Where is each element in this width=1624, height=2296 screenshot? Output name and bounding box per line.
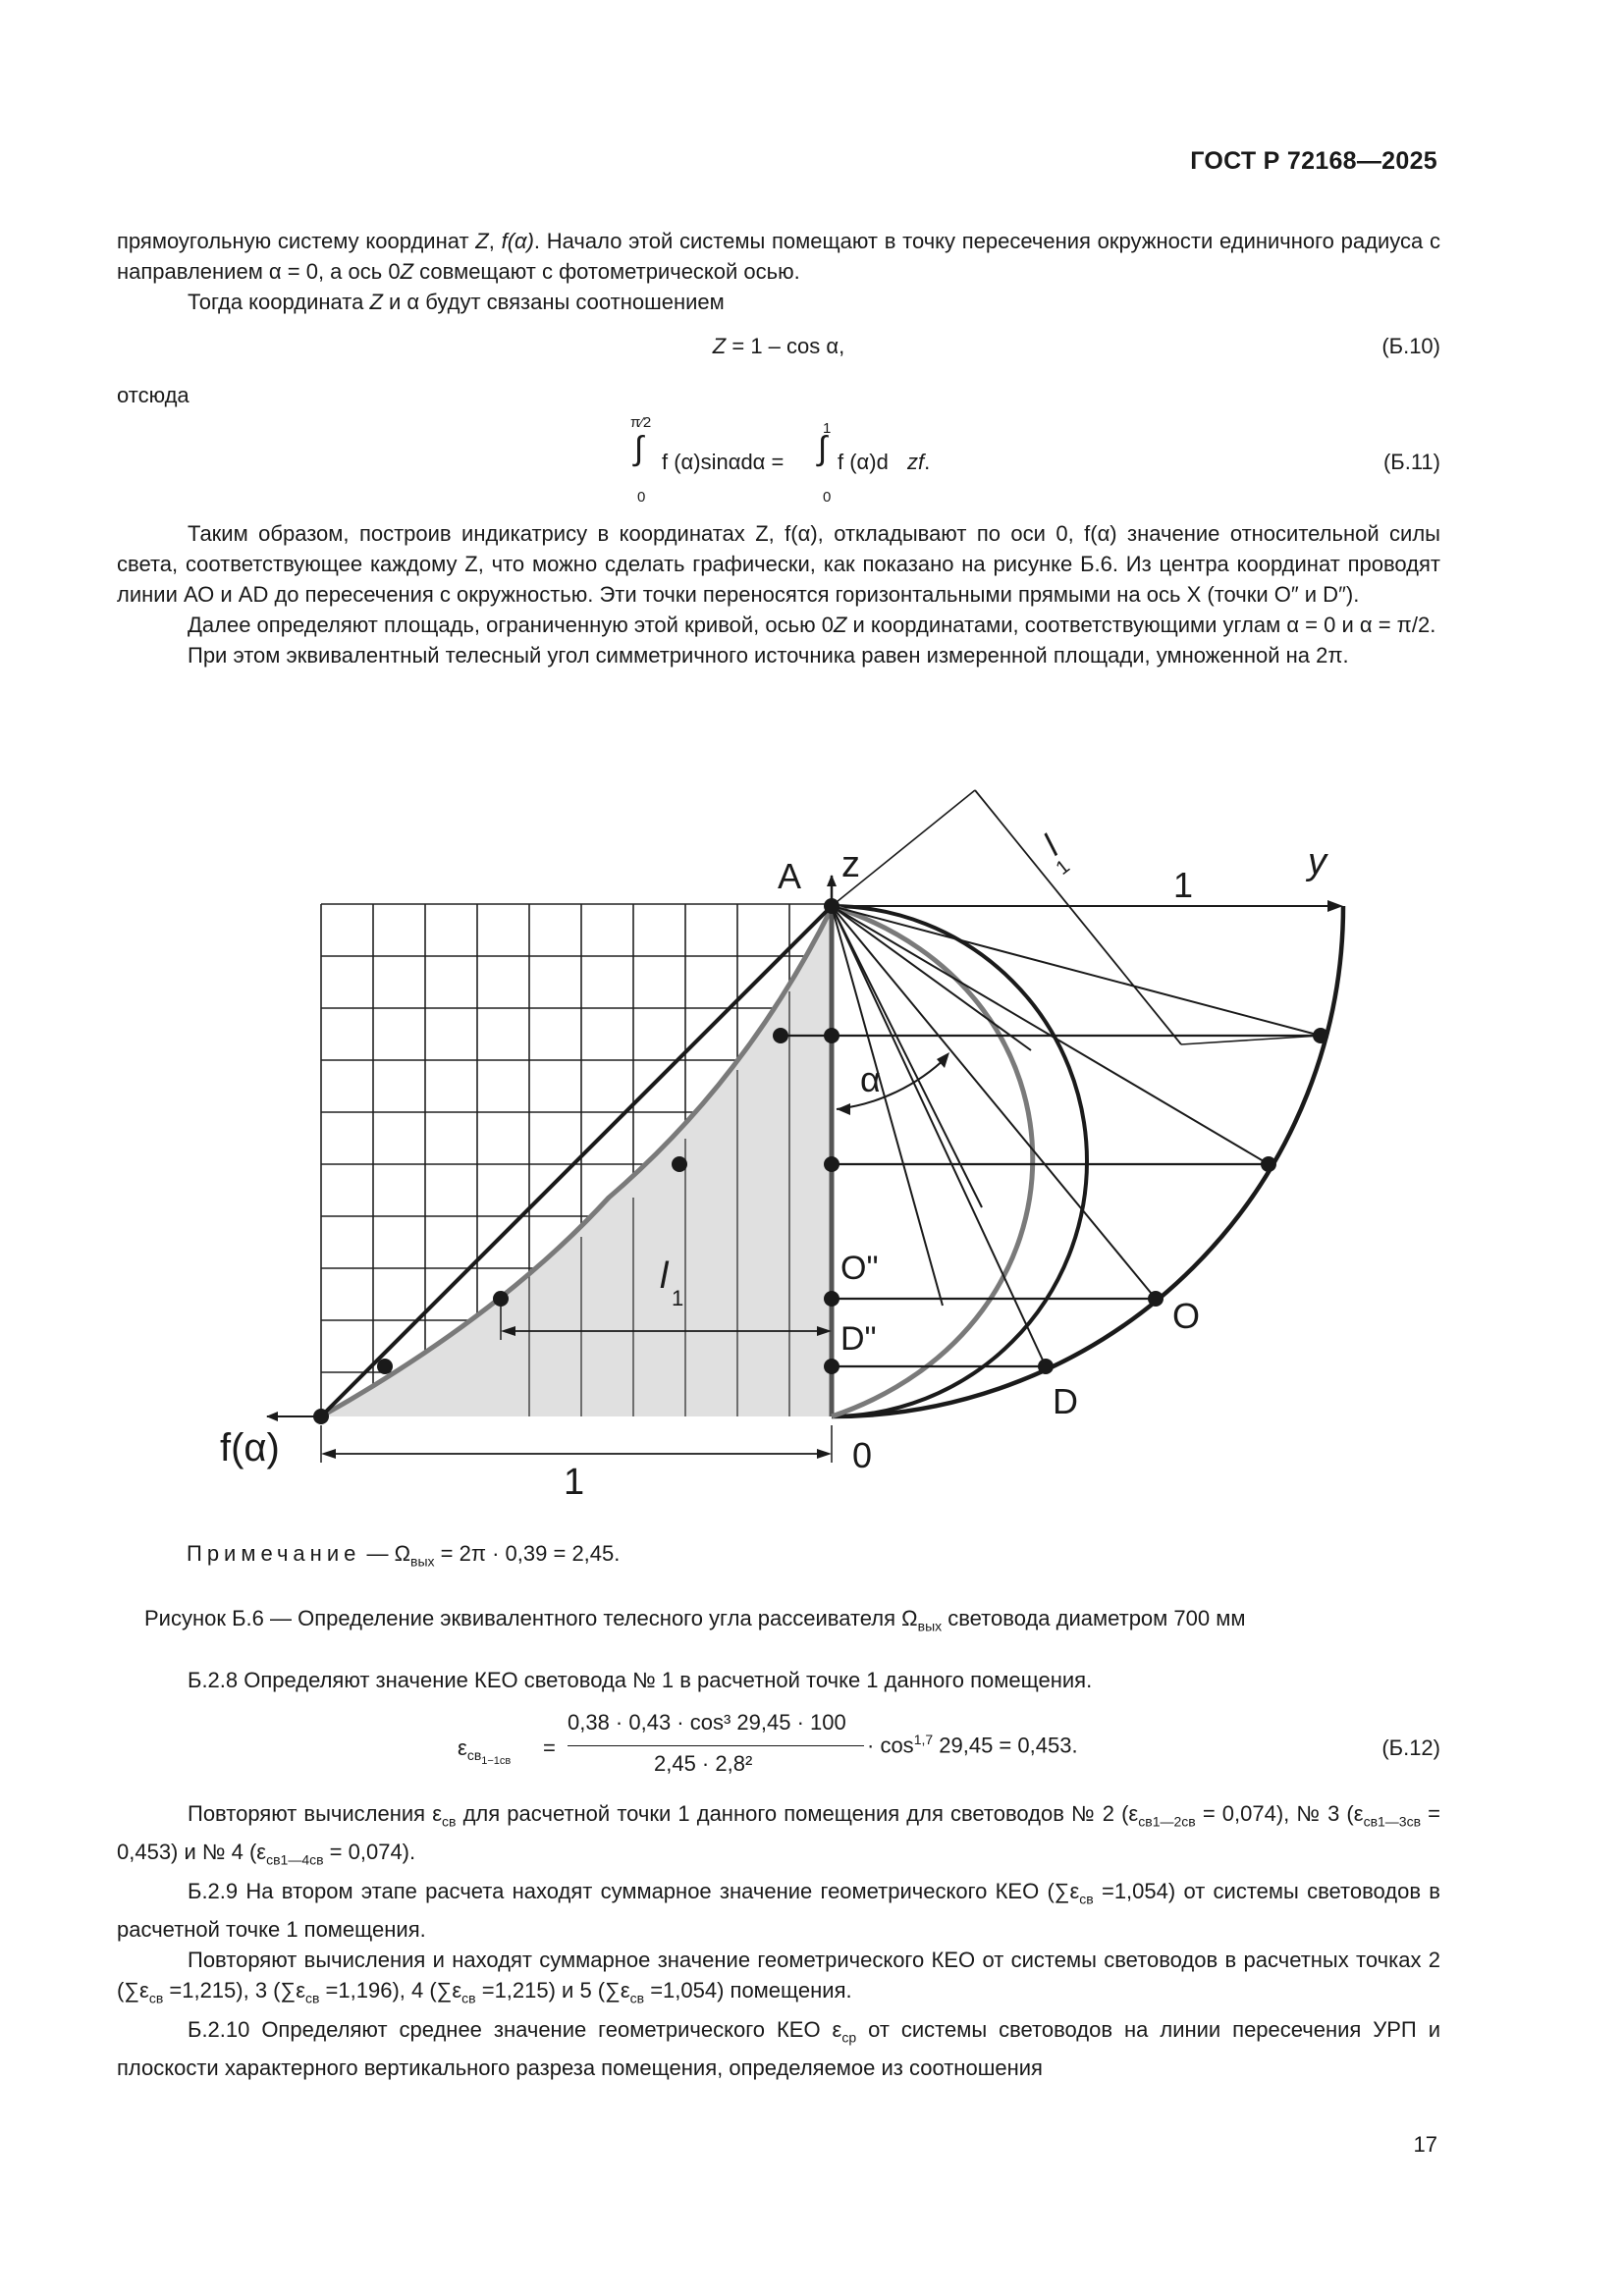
label-A: A [778, 856, 802, 896]
paragraph-results: Повторяют вычисления $\varepsilon_{св}$ для расчетной точки 1 данного помещения для световодов № 2 $(\varepsilon_{св1—2св} = 0,074)$, № 3 $(\varepsilon_{св1—3св} = 0,453)$ и № 4 $(\varepsilon_{св1—4св} = 0,074)$. Б.2.9 На втором этапе расчета находят суммарное значение геометрического КЕО $(\sum\varepsilon_{св} =1,054)$ от системы световодов в расчетной точке 1 помещения. Повторяют вычисления и находят суммарное значение геометрического КЕО от системы световодов в расчетных точках 2 $(\sum\varepsilon_{св} =1,215)$, 3 $(\sum\varepsilon_{св} =1,196)$, 4 $(\sum\varepsilon_{св} =1,215)$ и 5 $(\sum\varepsilon_{св} =1,054)$ помещения. Б.2.10 Определяют среднее значение геометрического КЕО $\varepsilon_{ср}$ от системы световодов на линии пересечения УРП и плоскости характерного вертикального разреза помещения, определяемое из соотношения [117, 1801, 1440, 2080]
alpha-arc [837, 1056, 947, 1109]
document-page: ГОСТ Р 72168—2025 прямоугольную систему координат Z, f(α). Начало этой системы помещают в точку пересечения окружности единичного радиуса с направлением α = 0, а ось 0Z совмещают с фотометрической осью. Тогда координата Z и α будут связаны соотношением Z = 1 – cos α, (Б.10) отсюда π⁄2 ∫ 0 f (α)sinαdα = 1 ∫ 0 f (α)d zf. (Б.11) Таким образом, построив индикатрису в координатах Z, f(α), откладывают по оси 0, f(α) значение относительной силы света, соответствующее каждому Z, что можно сделать графически, как показано на рисунке Б.6. Из центра координат проводят линии АО и AD до пересечения с окружностью. Эти точки переносятся горизонтальными прямыми на ось X (точки O″ и D″). Далее определяют площадь, ограниченную этой кривой, осью 0Z и координатами, соответствующими углам α = 0 и α = π/2. При этом эквивалентный телесный угол симметричного источника равен измеренной площади, умноженной на 2π. A z y 1 l 1 α O" D" l 1 O D f(α) 1 0 Примечание — $\Omega_{вых} = 2\pi \cdot 0,39 = 2,45$. Рисунок Б.6 — Определение эквивалентного телесного угла рассеивателя $\Omega_{вых}$ световода диаметром 700 мм Б.2.8 Определяют значение КЕО световода № 1 в расчетной точке 1 данного помещения. $\varepsilon_{св_{1-1св}}$ = 0,38 · 0,43 · cos³ 29,45 · 100 2,45 · 2,8² · $\cos^{1,7} 29,45 = 0,453$. (Б.12) Повторяют вычисления $\varepsilon_{св}$ для расчетной точки 1 данного помещения для световодов № 2 $(\varepsilon_{св1—2св} = 0,074)$, № 3 $(\varepsilon_{св1—3св} = 0,453)$ и № 4 $(\varepsilon_{св1—4св} = 0,074)$. Б.2.9 На втором этапе расчета находят суммарное значение геометрического КЕО $(\sum\varepsilon_{св} =1,054)$ от системы световодов в расчетной точке 1 помещения. Повторяют вычисления и находят суммарное значение геометрического КЕО от системы световодов в расчетных точках 2 $(\sum\varepsilon_{св} =1,215)$, 3 $(\sum\varepsilon_{св} =1,196)$, 4 $(\sum\varepsilon_{св} =1,215)$ и 5 $(\sum\varepsilon_{св} =1,054)$ помещения. Б.2.10 Определяют среднее значение геометрического КЕО $\varepsilon_{ср}$ от системы световодов на линии пересечения УРП и плоскости характерного вертикального разреза помещения, определяемое из соотношения 17 [0, 0, 1624, 2296]
label-O-double-prime: O" [840, 1250, 879, 1287]
label-l1-top: l [1036, 828, 1066, 863]
equation-b10: Z = 1 – cos α, (Б.10) [712, 334, 1440, 358]
label-f-alpha: f(α) [220, 1426, 280, 1469]
label-l1-mid-sub: 1 [672, 1286, 684, 1310]
figure-note: Примечание — $\Omega_{вых} = 2\pi \cdot 0,39 = 2,45$. [187, 1541, 621, 1570]
paragraph-hence: отсюда [117, 383, 189, 407]
label-l1-mid: l [660, 1255, 669, 1297]
dimension-l1-top [975, 790, 1181, 1044]
label-z: z [841, 844, 860, 885]
paragraph-coordinate-system: прямоугольную систему координат Z, f(α). Начало этой системы помещают в точку пересечения окружности единичного радиуса с направлением α = 0, а ось 0Z совмещают с фотометрической осью. Тогда координата Z и α будут связаны соотношением [117, 229, 1440, 314]
label-y: y [1308, 841, 1326, 882]
page-number: 17 [1413, 2132, 1437, 2157]
standard-number: ГОСТ Р 72168—2025 [1190, 147, 1437, 175]
label-D: D [1053, 1381, 1078, 1421]
paragraph-b28: Б.2.8 Определяют значение КЕО световода № 1 в расчетной точке 1 данного помещения. [188, 1668, 1093, 1692]
label-O: O [1172, 1296, 1201, 1336]
figure-caption: Рисунок Б.6 — Определение эквивалентного телесного угла рассеивателя $\Omega_{вых}$ световода диаметром 700 мм [144, 1606, 1246, 1634]
label-one-top: 1 [1173, 865, 1194, 905]
label-D-double-prime: D" [840, 1320, 877, 1358]
label-alpha: α [860, 1059, 881, 1099]
label-one-bottom: 1 [564, 1462, 585, 1503]
label-zero: 0 [852, 1435, 873, 1475]
label-l1-top-sub: 1 [1052, 855, 1074, 880]
paragraph-method: Таким образом, построив индикатрису в координатах Z, f(α), откладывают по оси 0, f(α) значение относительной силы света, соответствующее каждому Z, что можно сделать графически, как показано на рисунке Б.6. Из центра координат проводят линии АО и AD до пересечения с окружностью. Эти точки переносятся горизонтальными прямыми на ось X (точки O″ и D″). Далее определяют площадь, ограниченную этой кривой, осью 0Z и координатами, соответствующими углам α = 0 и α = π/2. При этом эквивалентный телесный угол симметричного источника равен измеренной площади, умноженной на 2π. [117, 521, 1440, 667]
